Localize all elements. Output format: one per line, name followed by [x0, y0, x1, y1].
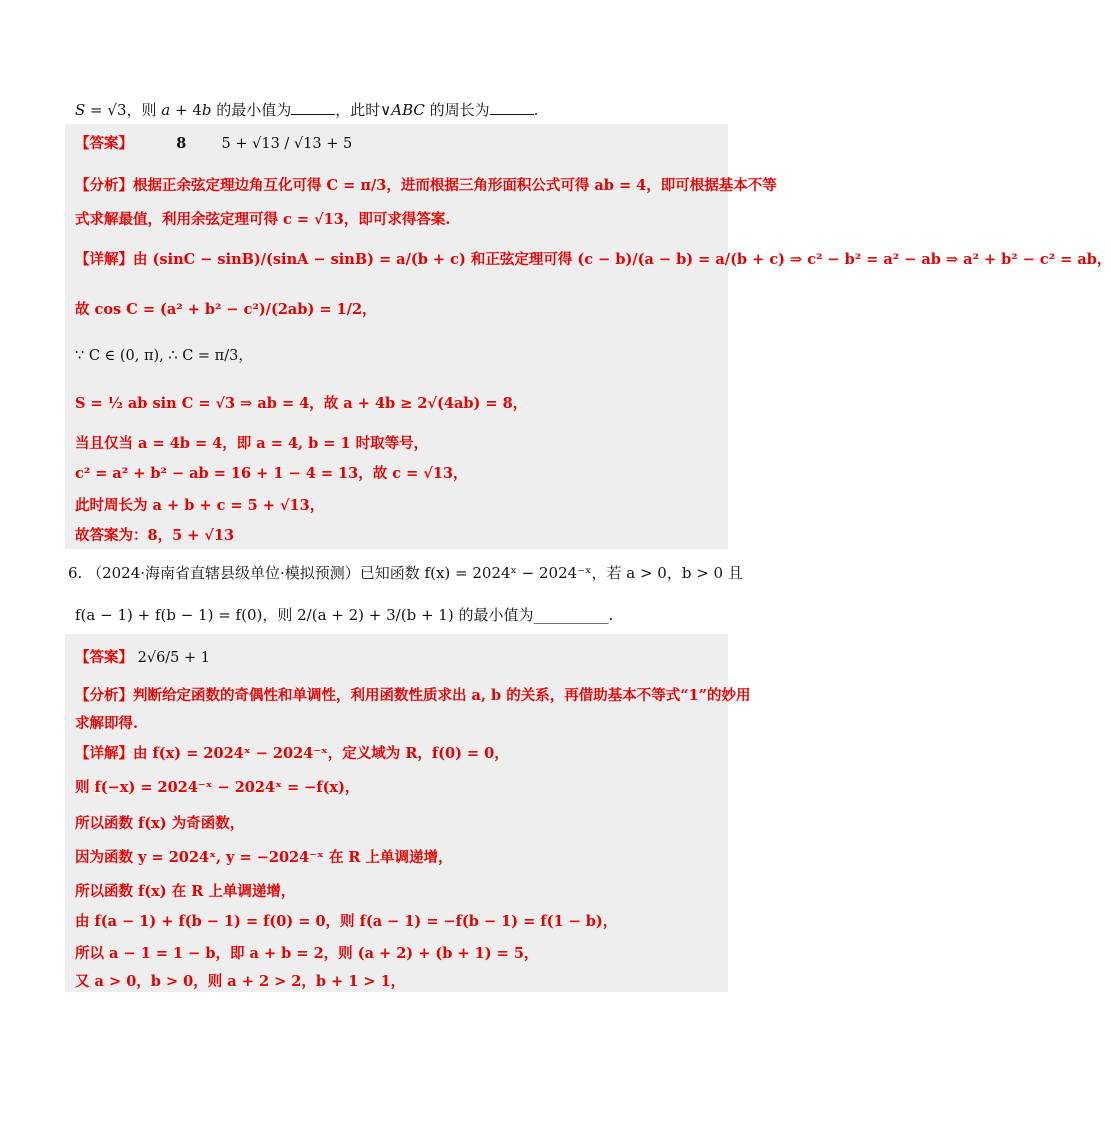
detail-line-4-q5 — [75, 394, 527, 414]
analysis-text-b: 式求解最值，利用余弦定理可得 c = √13，即可求得答案. — [75, 211, 451, 228]
analysis-text-a: 根据正余弦定理边角互化可得 C = π/3，进而根据三角形面积公式可得 ab = 4，即可根据基本不等 — [133, 177, 777, 194]
answer-tag: 【答案】 — [75, 135, 133, 152]
detail-line-8-q5 — [75, 526, 234, 546]
detail-tag: 【详解】 — [75, 251, 133, 268]
question-6-line-1 — [68, 563, 743, 583]
detail-text-5-q6: 所以函数 f(x) 在 R 上单调递增， — [75, 883, 296, 900]
detail-line-4-q6 — [75, 848, 452, 868]
answer-line-q5 — [75, 134, 352, 154]
detail-text-8-q6: 又 a > 0，b > 0，则 a + 2 > 2，b + 1 > 1， — [75, 973, 406, 990]
analysis-line-2-q5 — [75, 210, 450, 230]
answer-value-1: 8 — [176, 135, 187, 152]
detail-text-4: S = ½ ab sin C = √3 ⇒ ab = 4，故 a + 4b ≥ 2√(4ab) = 8， — [75, 395, 528, 412]
detail-line-1-q6 — [75, 744, 509, 764]
detail-line-5-q5 — [75, 434, 428, 454]
detail-text-2: 故 cos C = (a² + b² − c²)/(2ab) = 1/2， — [75, 301, 377, 318]
detail-line-2-q5 — [75, 300, 377, 320]
detail-tag-q6: 【详解】 — [75, 745, 133, 762]
solution-box-q6 — [65, 634, 751, 992]
detail-text-1-q6: 由 f(x) = 2024ˣ − 2024⁻ˣ，定义域为 R，f(0) = 0， — [133, 745, 509, 762]
detail-line-1-q5 — [75, 250, 1111, 270]
detail-text-7: 此时周长为 a + b + c = 5 + √13， — [75, 497, 325, 514]
question-6-text-1: 6. （2024·海南省直辖县级单位·模拟预测）已知函数 f(x) = 2024ˣ − 2024⁻ˣ，若 a > 0，b > 0 且 — [68, 564, 743, 582]
analysis-tag: 【分析】 — [75, 177, 133, 194]
detail-text-5: 当且仅当 a = 4b = 4，即 a = 4, b = 1 时取等号， — [75, 435, 429, 452]
question-6-text-2: f(a − 1) + f(b − 1) = f(0)，则 2/(a + 2) + 3/(b + 1) 的最小值为__________. — [75, 606, 614, 624]
detail-line-2-q6 — [75, 778, 359, 798]
analysis-text-a-q6: 判断给定函数的奇偶性和单调性，利用函数性质求出 a, b 的关系，再借助基本不等式“1”的妙用 — [133, 687, 751, 704]
detail-text-4-q6: 因为函数 y = 2024ˣ, y = −2024⁻ˣ 在 R 上单调递增， — [75, 849, 453, 866]
detail-text-6-q6: 由 f(a − 1) + f(b − 1) = f(0) = 0，则 f(a − 1) = −f(b − 1) = f(1 − b)， — [75, 913, 618, 930]
detail-line-3-q5 — [75, 346, 253, 366]
detail-text-3: ∵ C ∈ (0, π), ∴ C = π/3， — [75, 348, 253, 364]
solution-box-q5 — [65, 124, 1111, 549]
detail-line-3-q6 — [75, 814, 244, 834]
answer-line-q6 — [75, 648, 210, 668]
question-5-line: S = √3，则 a + 4b 的最小值为 ，此时∨ABC 的周长为 . — [75, 101, 539, 119]
detail-line-7-q6 — [75, 944, 538, 964]
detail-line-8-q6 — [75, 972, 405, 992]
analysis-tag-q6: 【分析】 — [75, 687, 133, 704]
detail-text-1: 由 (sinC − sinB)/(sinA − sinB) = a/(b + c) 和正弦定理可得 (c − b)/(a − b) = a/(b + c) ⇒ c² − b² = a² − ab ⇒ a² + b² − c² = ab， — [133, 251, 1111, 268]
analysis-line-2-q6 — [75, 714, 138, 734]
detail-line-7-q5 — [75, 496, 324, 516]
answer-value-2: 5 + √13 / √13 + 5 — [221, 136, 353, 152]
detail-text-3-q6: 所以函数 f(x) 为奇函数， — [75, 815, 245, 832]
detail-text-2-q6: 则 f(−x) = 2024⁻ˣ − 2024ˣ = −f(x)， — [75, 779, 360, 796]
answer-tag-q6: 【答案】 — [75, 649, 133, 666]
detail-text-8: 故答案为：8，5 + √13 — [75, 527, 235, 544]
analysis-line-1-q6 — [75, 686, 751, 706]
analysis-text-b-q6: 求解即得. — [75, 715, 139, 732]
question-6-line-2 — [75, 605, 613, 625]
detail-text-6: c² = a² + b² − ab = 16 + 1 − 4 = 13，故 c = √13， — [75, 465, 468, 482]
answer-value-q6: 2√6/5 + 1 — [137, 650, 211, 666]
detail-line-5-q6 — [75, 882, 295, 902]
detail-line-6-q5 — [75, 464, 468, 484]
detail-line-6-q6 — [75, 912, 617, 932]
detail-text-7-q6: 所以 a − 1 = 1 − b，即 a + b = 2，则 (a + 2) + (b + 1) = 5， — [75, 945, 539, 962]
analysis-line-1-q5 — [75, 176, 777, 196]
